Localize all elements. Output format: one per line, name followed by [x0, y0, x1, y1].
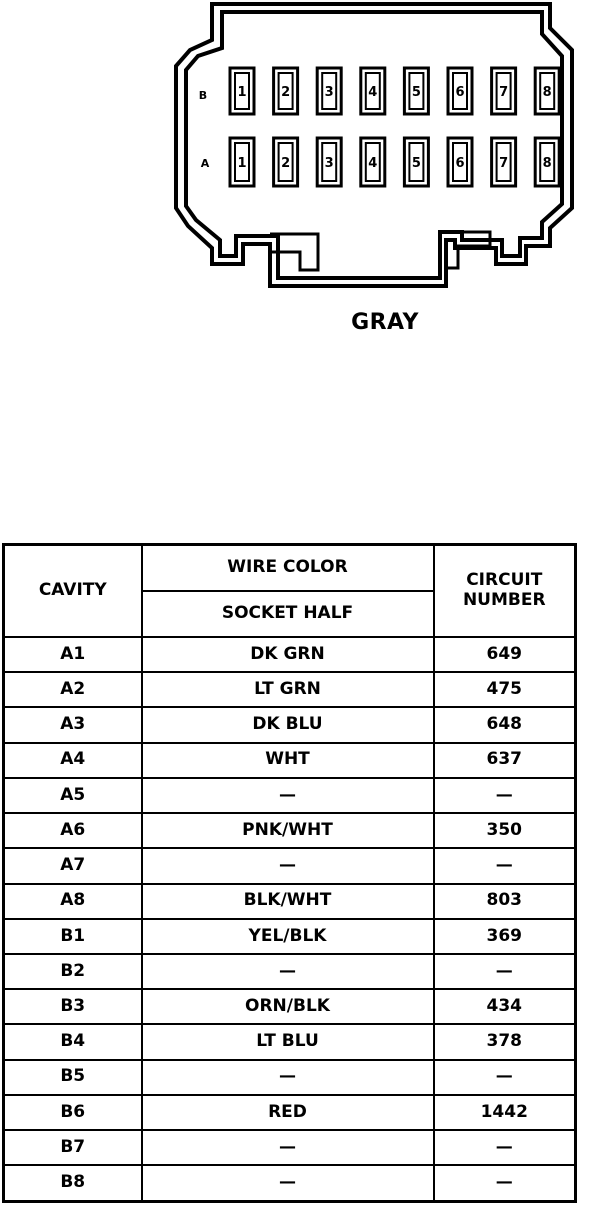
wire-color-cell: —: [142, 1165, 434, 1201]
wire-color-cell: DK BLU: [142, 707, 434, 742]
circuit-number-cell: 378: [434, 1024, 576, 1059]
socket-half-header: SOCKET HALF: [142, 591, 434, 637]
pin-b4-number: 4: [368, 85, 378, 100]
pin-a6-number: 6: [455, 156, 465, 171]
circuit-number-cell: —: [434, 1060, 576, 1095]
connector-color-label: GRAY: [351, 310, 419, 335]
table-row: [4, 848, 576, 883]
circuit-number-cell: 649: [434, 637, 576, 672]
circuit-number-cell: 648: [434, 707, 576, 742]
cavity-header: CAVITY: [4, 545, 142, 638]
table-row: [4, 1165, 576, 1201]
wire-color-cell: ORN/BLK: [142, 989, 434, 1024]
pin-row-a: [230, 138, 559, 186]
wire-color-cell: RED: [142, 1095, 434, 1130]
circuit-number-cell: 1442: [434, 1095, 576, 1130]
circuit-number-cell: —: [434, 1130, 576, 1165]
wire-color-cell: —: [142, 954, 434, 989]
table-row: [4, 743, 576, 778]
cavity-cell: B4: [4, 1024, 142, 1059]
cavity-cell: B1: [4, 919, 142, 954]
cavity-cell: B8: [4, 1165, 142, 1201]
cavity-cell: A8: [4, 884, 142, 919]
table-row: [4, 989, 576, 1024]
cavity-cell: A2: [4, 672, 142, 707]
cavity-cell: B6: [4, 1095, 142, 1130]
wire-color-cell: PNK/WHT: [142, 813, 434, 848]
pin-a2-number: 2: [281, 156, 291, 171]
pinout-table: [2, 543, 577, 1203]
pin-a4-number: 4: [368, 156, 378, 171]
pin-a5-number: 5: [411, 156, 421, 171]
pin-b8-number: 8: [542, 85, 552, 100]
circuit-number-cell: 475: [434, 672, 576, 707]
circuit-number-cell: —: [434, 848, 576, 883]
connector-face-diagram: [0, 0, 608, 300]
circuit-number-cell: —: [434, 1165, 576, 1201]
pin-b5-number: 5: [411, 85, 421, 100]
wire-color-cell: —: [142, 1130, 434, 1165]
pin-b3-number: 3: [324, 85, 334, 100]
table-row: [4, 1130, 576, 1165]
wire-color-cell: —: [142, 1060, 434, 1095]
cavity-cell: A4: [4, 743, 142, 778]
cavity-cell: A6: [4, 813, 142, 848]
table-row: [4, 1024, 576, 1059]
table-row: [4, 637, 576, 672]
pin-b1-number: 1: [237, 85, 247, 100]
table-row: [4, 1060, 576, 1095]
pin-a8-number: 8: [542, 156, 552, 171]
cavity-cell: A3: [4, 707, 142, 742]
wire-color-cell: WHT: [142, 743, 434, 778]
pin-b2-number: 2: [281, 85, 291, 100]
circuit-number-cell: 637: [434, 743, 576, 778]
wire-color-cell: DK GRN: [142, 637, 434, 672]
wire-color-cell: LT GRN: [142, 672, 434, 707]
wire-color-cell: YEL/BLK: [142, 919, 434, 954]
pin-a1-number: 1: [237, 156, 247, 171]
circuit-header-line1: CIRCUIT: [466, 570, 543, 591]
cavity-cell: A5: [4, 778, 142, 813]
wire-color-cell: LT BLU: [142, 1024, 434, 1059]
cavity-cell: B3: [4, 989, 142, 1024]
cavity-cell: A7: [4, 848, 142, 883]
table-row: [4, 778, 576, 813]
circuit-header-line2: NUMBER: [462, 590, 546, 610]
circuit-number-header: [434, 545, 576, 638]
circuit-number-cell: —: [434, 778, 576, 813]
pin-b7-number: 7: [499, 85, 509, 100]
table-row: [4, 954, 576, 989]
cavity-cell: A1: [4, 637, 142, 672]
pin-a7-number: 7: [499, 156, 509, 171]
circuit-number-cell: 803: [434, 884, 576, 919]
table-row: [4, 919, 576, 954]
wire-color-cell: —: [142, 848, 434, 883]
cavity-cell: B5: [4, 1060, 142, 1095]
pin-row-b: [230, 68, 559, 114]
wire-color-cell: —: [142, 778, 434, 813]
circuit-number-cell: 369: [434, 919, 576, 954]
circuit-number-cell: 350: [434, 813, 576, 848]
table-row: [4, 672, 576, 707]
table-row: [4, 813, 576, 848]
row-a-label: A: [200, 157, 210, 170]
table-row: [4, 884, 576, 919]
row-b-label: B: [198, 89, 208, 102]
pin-b6-number: 6: [455, 85, 465, 100]
circuit-number-cell: 434: [434, 989, 576, 1024]
pin-a3-number: 3: [324, 156, 334, 171]
circuit-number-cell: —: [434, 954, 576, 989]
cavity-cell: B2: [4, 954, 142, 989]
table-row: [4, 1095, 576, 1130]
connector-body-inner-outline: [186, 12, 562, 278]
wire-color-header: WIRE COLOR: [142, 545, 434, 592]
cavity-cell: B7: [4, 1130, 142, 1165]
table-row: [4, 707, 576, 742]
wire-color-cell: BLK/WHT: [142, 884, 434, 919]
